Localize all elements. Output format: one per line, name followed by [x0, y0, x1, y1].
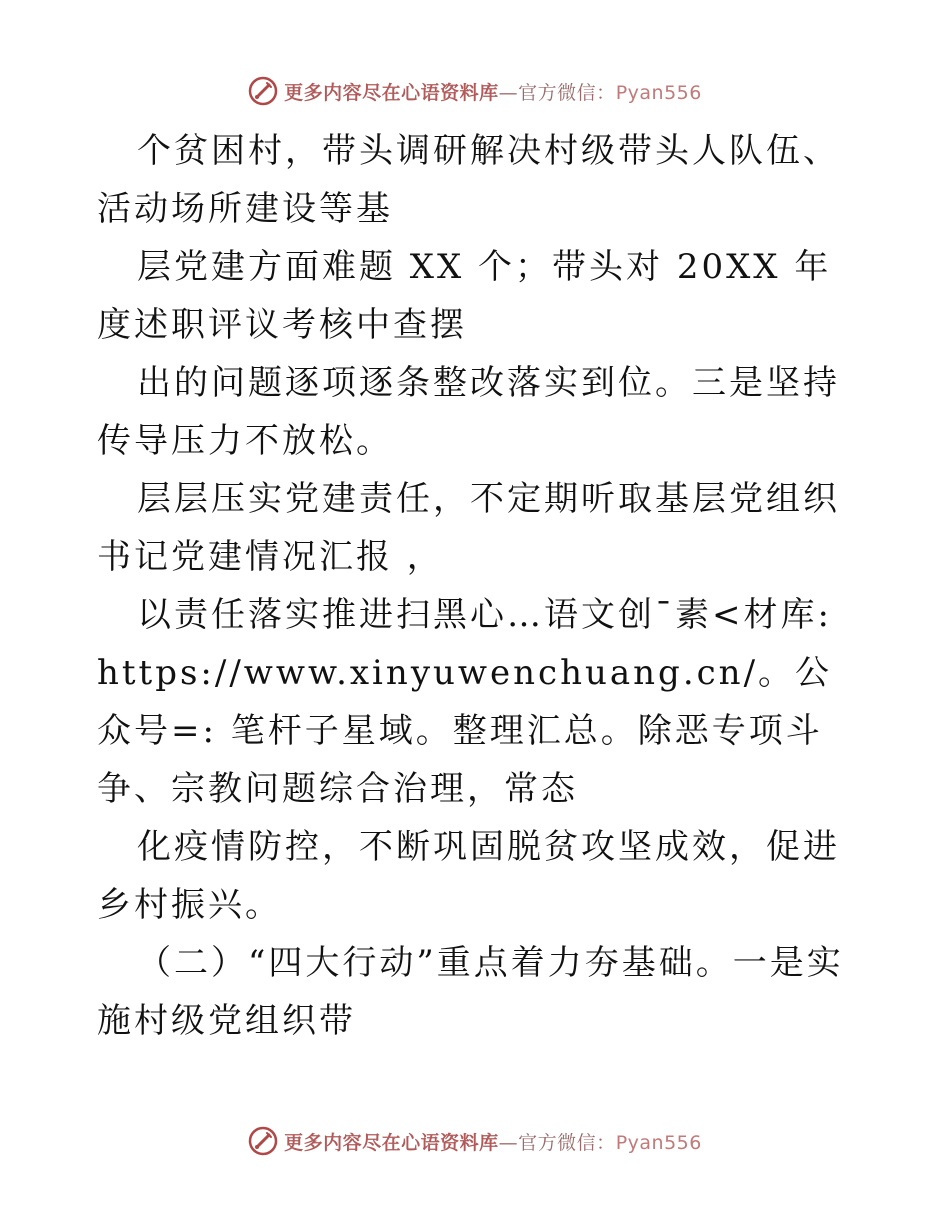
watermark-wechat-label: 官方微信： — [518, 1131, 616, 1154]
watermark-brand: 更多内容尽在心语资料库 — [284, 1131, 499, 1154]
pen-logo-icon — [248, 1126, 278, 1156]
paragraph: 层党建方面难题 XX 个；带头对 20XX 年度述职评议考核中查摆 — [97, 247, 832, 345]
paragraph: （二）“四大行动”重点着力夯基础。一是实施村级党组织带 — [97, 943, 844, 1041]
watermark-wechat-id: Pyan556 — [615, 81, 702, 104]
paragraph: 个贫困村，带头调研解决村级带头人队伍、活动场所建设等基 — [97, 131, 840, 229]
document-body — [97, 122, 857, 1050]
paragraph: 以责任落实推进扫黑心…语文创¯素<材库: https://www.xinyuwenchuang.cn/。公众号=: 笔杆子星域。整理汇总。除恶专项斗争、宗教问题综合治理，常态 — [97, 595, 833, 809]
paragraph: 化疫情防控，不断巩固脱贫攻坚成效，促进乡村振兴。 — [97, 827, 840, 925]
footer-watermark — [0, 1124, 950, 1158]
pen-logo-icon — [248, 76, 278, 106]
paragraph: 层层压实党建责任，不定期听取基层党组织书记党建情况汇报 ， — [97, 479, 840, 577]
watermark-wechat-id: Pyan556 — [615, 1131, 702, 1154]
paragraph: 出的问题逐项逐条整改落实到位。三是坚持传导压力不放松。 — [97, 363, 840, 461]
watermark-separator: — — [498, 1131, 519, 1154]
header-watermark — [0, 74, 950, 108]
watermark-separator: — — [498, 81, 519, 104]
watermark-wechat-label: 官方微信： — [518, 81, 616, 104]
watermark-brand: 更多内容尽在心语资料库 — [284, 81, 499, 104]
